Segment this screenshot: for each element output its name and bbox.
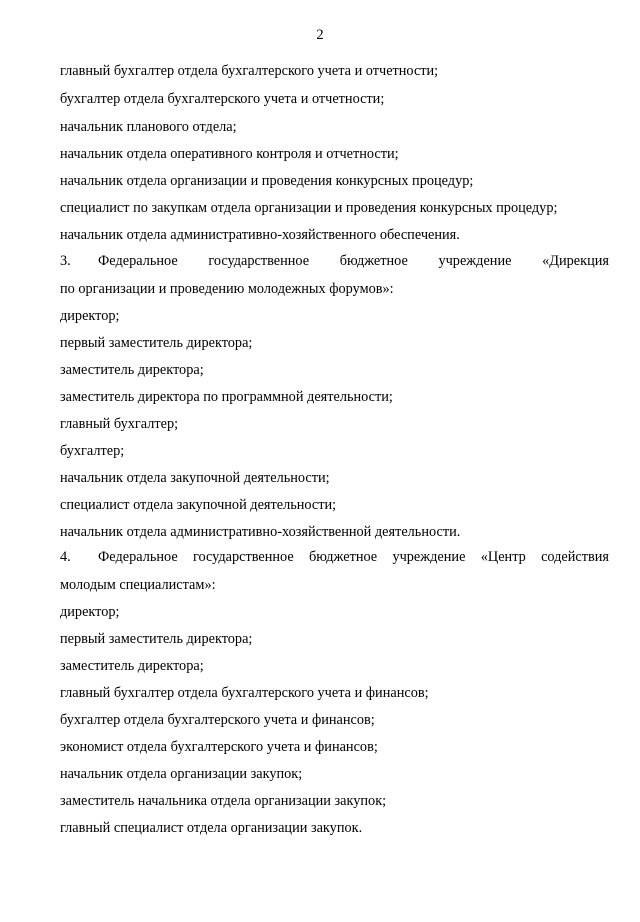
section-3-continuation: по организации и проведению молодежных форумов»:	[60, 281, 394, 297]
list-item: заместитель директора;	[60, 658, 204, 674]
heading-word: Федеральное	[98, 549, 178, 565]
list-item: специалист по закупкам отдела организации и проведения конкурсных процедур;	[60, 200, 558, 216]
heading-word: «Центр	[480, 549, 526, 565]
list-item: начальник отдела организации и проведения конкурсных процедур;	[60, 173, 474, 189]
section-3-heading	[60, 252, 609, 270]
heading-word: государственное	[208, 253, 310, 269]
heading-word: содействия	[541, 549, 609, 565]
list-item: бухгалтер отдела бухгалтерского учета и финансов;	[60, 712, 375, 728]
heading-word: бюджетное	[309, 549, 378, 565]
list-item: начальник планового отдела;	[60, 119, 237, 135]
list-item: заместитель начальника отдела организации закупок;	[60, 793, 387, 809]
list-item: экономист отдела бухгалтерского учета и финансов;	[60, 739, 378, 755]
list-item: начальник отдела организации закупок;	[60, 766, 303, 782]
list-item: главный специалист отдела организации закупок.	[60, 820, 363, 836]
list-item: заместитель директора;	[60, 362, 204, 378]
page-number: 2	[316, 27, 324, 43]
list-item: начальник отдела закупочной деятельности;	[60, 470, 330, 486]
section-4-number: 4.	[60, 549, 71, 565]
list-item: первый заместитель директора;	[60, 335, 253, 351]
list-item: бухгалтер;	[60, 443, 125, 459]
list-item: бухгалтер отдела бухгалтерского учета и отчетности;	[60, 91, 385, 107]
heading-word: учреждение	[438, 253, 512, 269]
list-item: заместитель директора по программной деятельности;	[60, 389, 393, 405]
heading-word: Федеральное	[98, 253, 178, 269]
section-4-heading	[60, 548, 609, 566]
heading-word: бюджетное	[339, 253, 408, 269]
list-item: главный бухгалтер отдела бухгалтерского учета и финансов;	[60, 685, 429, 701]
heading-word: «Дирекция	[542, 253, 609, 269]
heading-word: государственное	[192, 549, 294, 565]
section-3-number: 3.	[60, 253, 71, 269]
list-item: директор;	[60, 308, 120, 324]
list-item: начальник отдела оперативного контроля и отчетности;	[60, 146, 399, 162]
list-item: главный бухгалтер отдела бухгалтерского учета и отчетности;	[60, 63, 439, 79]
list-item: специалист отдела закупочной деятельности;	[60, 497, 337, 513]
list-item: начальник отдела административно-хозяйственного обеспечения.	[60, 227, 460, 243]
heading-word: учреждение	[392, 549, 466, 565]
list-item: главный бухгалтер;	[60, 416, 179, 432]
list-item: директор;	[60, 604, 120, 620]
list-item: начальник отдела административно-хозяйственной деятельности.	[60, 524, 461, 540]
list-item: первый заместитель директора;	[60, 631, 253, 647]
section-4-continuation: молодым специалистам»:	[60, 577, 216, 593]
